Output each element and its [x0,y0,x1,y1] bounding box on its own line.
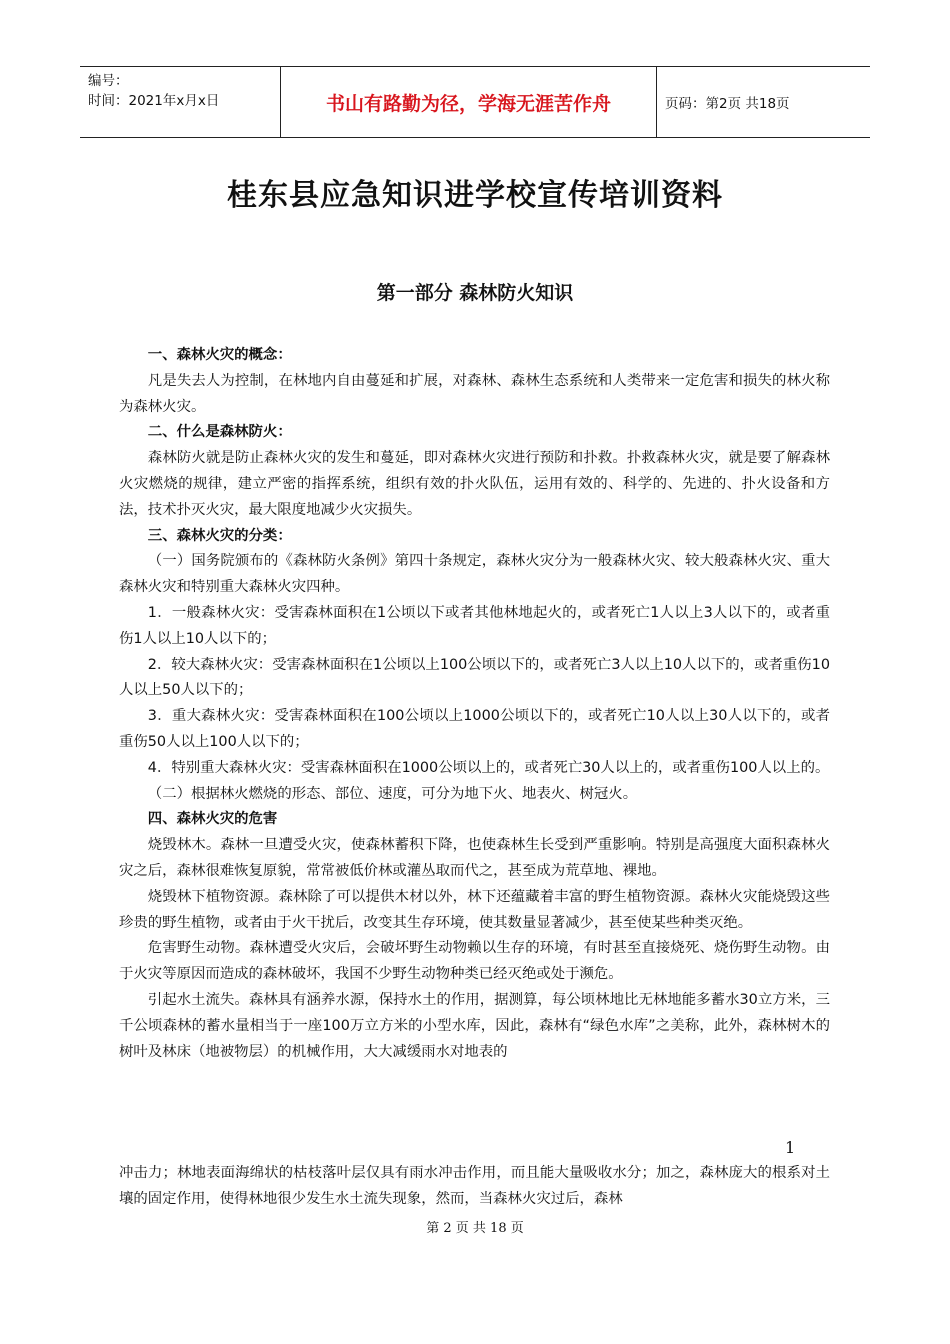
list-item: 1．一般森林火灾：受害森林面积在1公顷以下或者其他林地起火的，或者死亡1人以上3人以下的，或者重伤1人以上10人以下的； [119,604,830,647]
paragraph: 引起水土流失。森林具有涵养水源，保持水土的作用，据测算，每公顷林地比无林地能多蓄水30立方米，三千公顷森林的蓄水量相当于一座100万立方米的小型水库，因此，森林有“绿色水库”之美称，此外，森林树木的树叶及林床（地被物层）的机械作用，大大减缓雨水对地表的 [119,991,830,1060]
paragraph: 烧毁林木。森林一旦遭受火灾，使森林蓄积下降，也使森林生长受到严重影响。特别是高强度大面积森林火灾之后，森林很难恢复原貌，常常被低价林或灌丛取而代之，甚至成为荒草地、裸地。 [119,837,830,879]
paragraph: 烧毁林下植物资源。森林除了可以提供木材以外，林下还蕴藏着丰富的野生植物资源。森林火灾能烧毁这些珍贵的野生植物，或者由于火干扰后，改变其生存环境，使其数量显著减少，甚至使某些种类灭绝。 [119,888,830,931]
header-table [80,66,870,138]
paragraph: （二）根据林火燃烧的形态、部位、速度，可分为地下火、地表火、树冠火。 [147,785,638,802]
motto-cell [281,67,657,137]
time-label: 时间：2021年x月x日 [88,93,220,109]
header-meta-cell [80,67,281,137]
motto: 书山有路勤为径，学海无涯苦作舟 [325,92,611,115]
list-item: 2．较大森林火灾：受害森林面积在1公顷以上100公顷以下的，或者死亡3人以上10人以下的，或者重伤10人以上50人以下的； [119,656,830,699]
number-label: 编号： [88,73,129,89]
page-number: 1 [785,1138,796,1157]
section-heading: 三、森林火灾的分类： [147,527,292,544]
document-title: 桂东县应急知识进学校宣传培训资料 [227,178,723,213]
paragraph: （一）国务院颁布的《森林防火条例》第四十条规定，森林火灾分为一般森林火灾、较大般森林火灾、重大森林火灾和特别重大森林火灾四种。 [119,553,830,596]
paragraph: 危害野生动物。森林遭受火灾后，会破坏野生动物赖以生存的环境，有时甚至直接烧死、烧伤野生动物。由于火灾等原因而造成的森林破坏，我国不少野生动物种类已经灭绝或处于濒危。 [119,940,830,983]
part-title: 第一部分 森林防火知识 [376,282,574,304]
document-body [119,343,830,1065]
section-heading: 一、森林火灾的概念： [147,347,292,363]
page-footer: 第 2 页 共 18 页 [426,1221,524,1236]
paragraph: 凡是失去人为控制，在林地内自由蔓延和扩展，对森林、森林生态系统和人类带来一定危害和损失的林火称为森林火灾。 [119,372,830,415]
paragraph: 森林防火就是防止森林火灾的发生和蔓延，即对森林火灾进行预防和扑救。扑救森林火灾，就是要了解森林火灾燃烧的规律，建立严密的指挥系统，组织有效的扑火队伍，运用有效的、科学的、先进的、扑火设备和方法，技术扑灭火灾，最大限度地减少火灾损失。 [119,450,830,518]
list-item: 3．重大森林火灾：受害森林面积在100公顷以上1000公顷以下的，或者死亡10人以上30人以下的，或者重伤50人以上100人以下的； [119,708,830,750]
page-info: 页码：第2页 共18页 [665,96,790,112]
continuation-text: 冲击力；林地表面海绵状的枯枝落叶层仅具有雨水冲击作用，而且能大量吸收水分；加之，森林庞大的根系对土壤的固定作用，使得林地很少发生水土流失现象，然而，当森林火灾过后，森林 [119,1165,830,1207]
list-item: 4．特别重大森林火灾：受害森林面积在1000公顷以上的，或者死亡30人以上的，或者重伤100人以上的。 [147,759,830,776]
section-heading: 二、什么是森林防火： [147,424,292,441]
section-heading: 四、森林火灾的危害 [147,811,278,828]
page-info-cell [657,67,870,137]
